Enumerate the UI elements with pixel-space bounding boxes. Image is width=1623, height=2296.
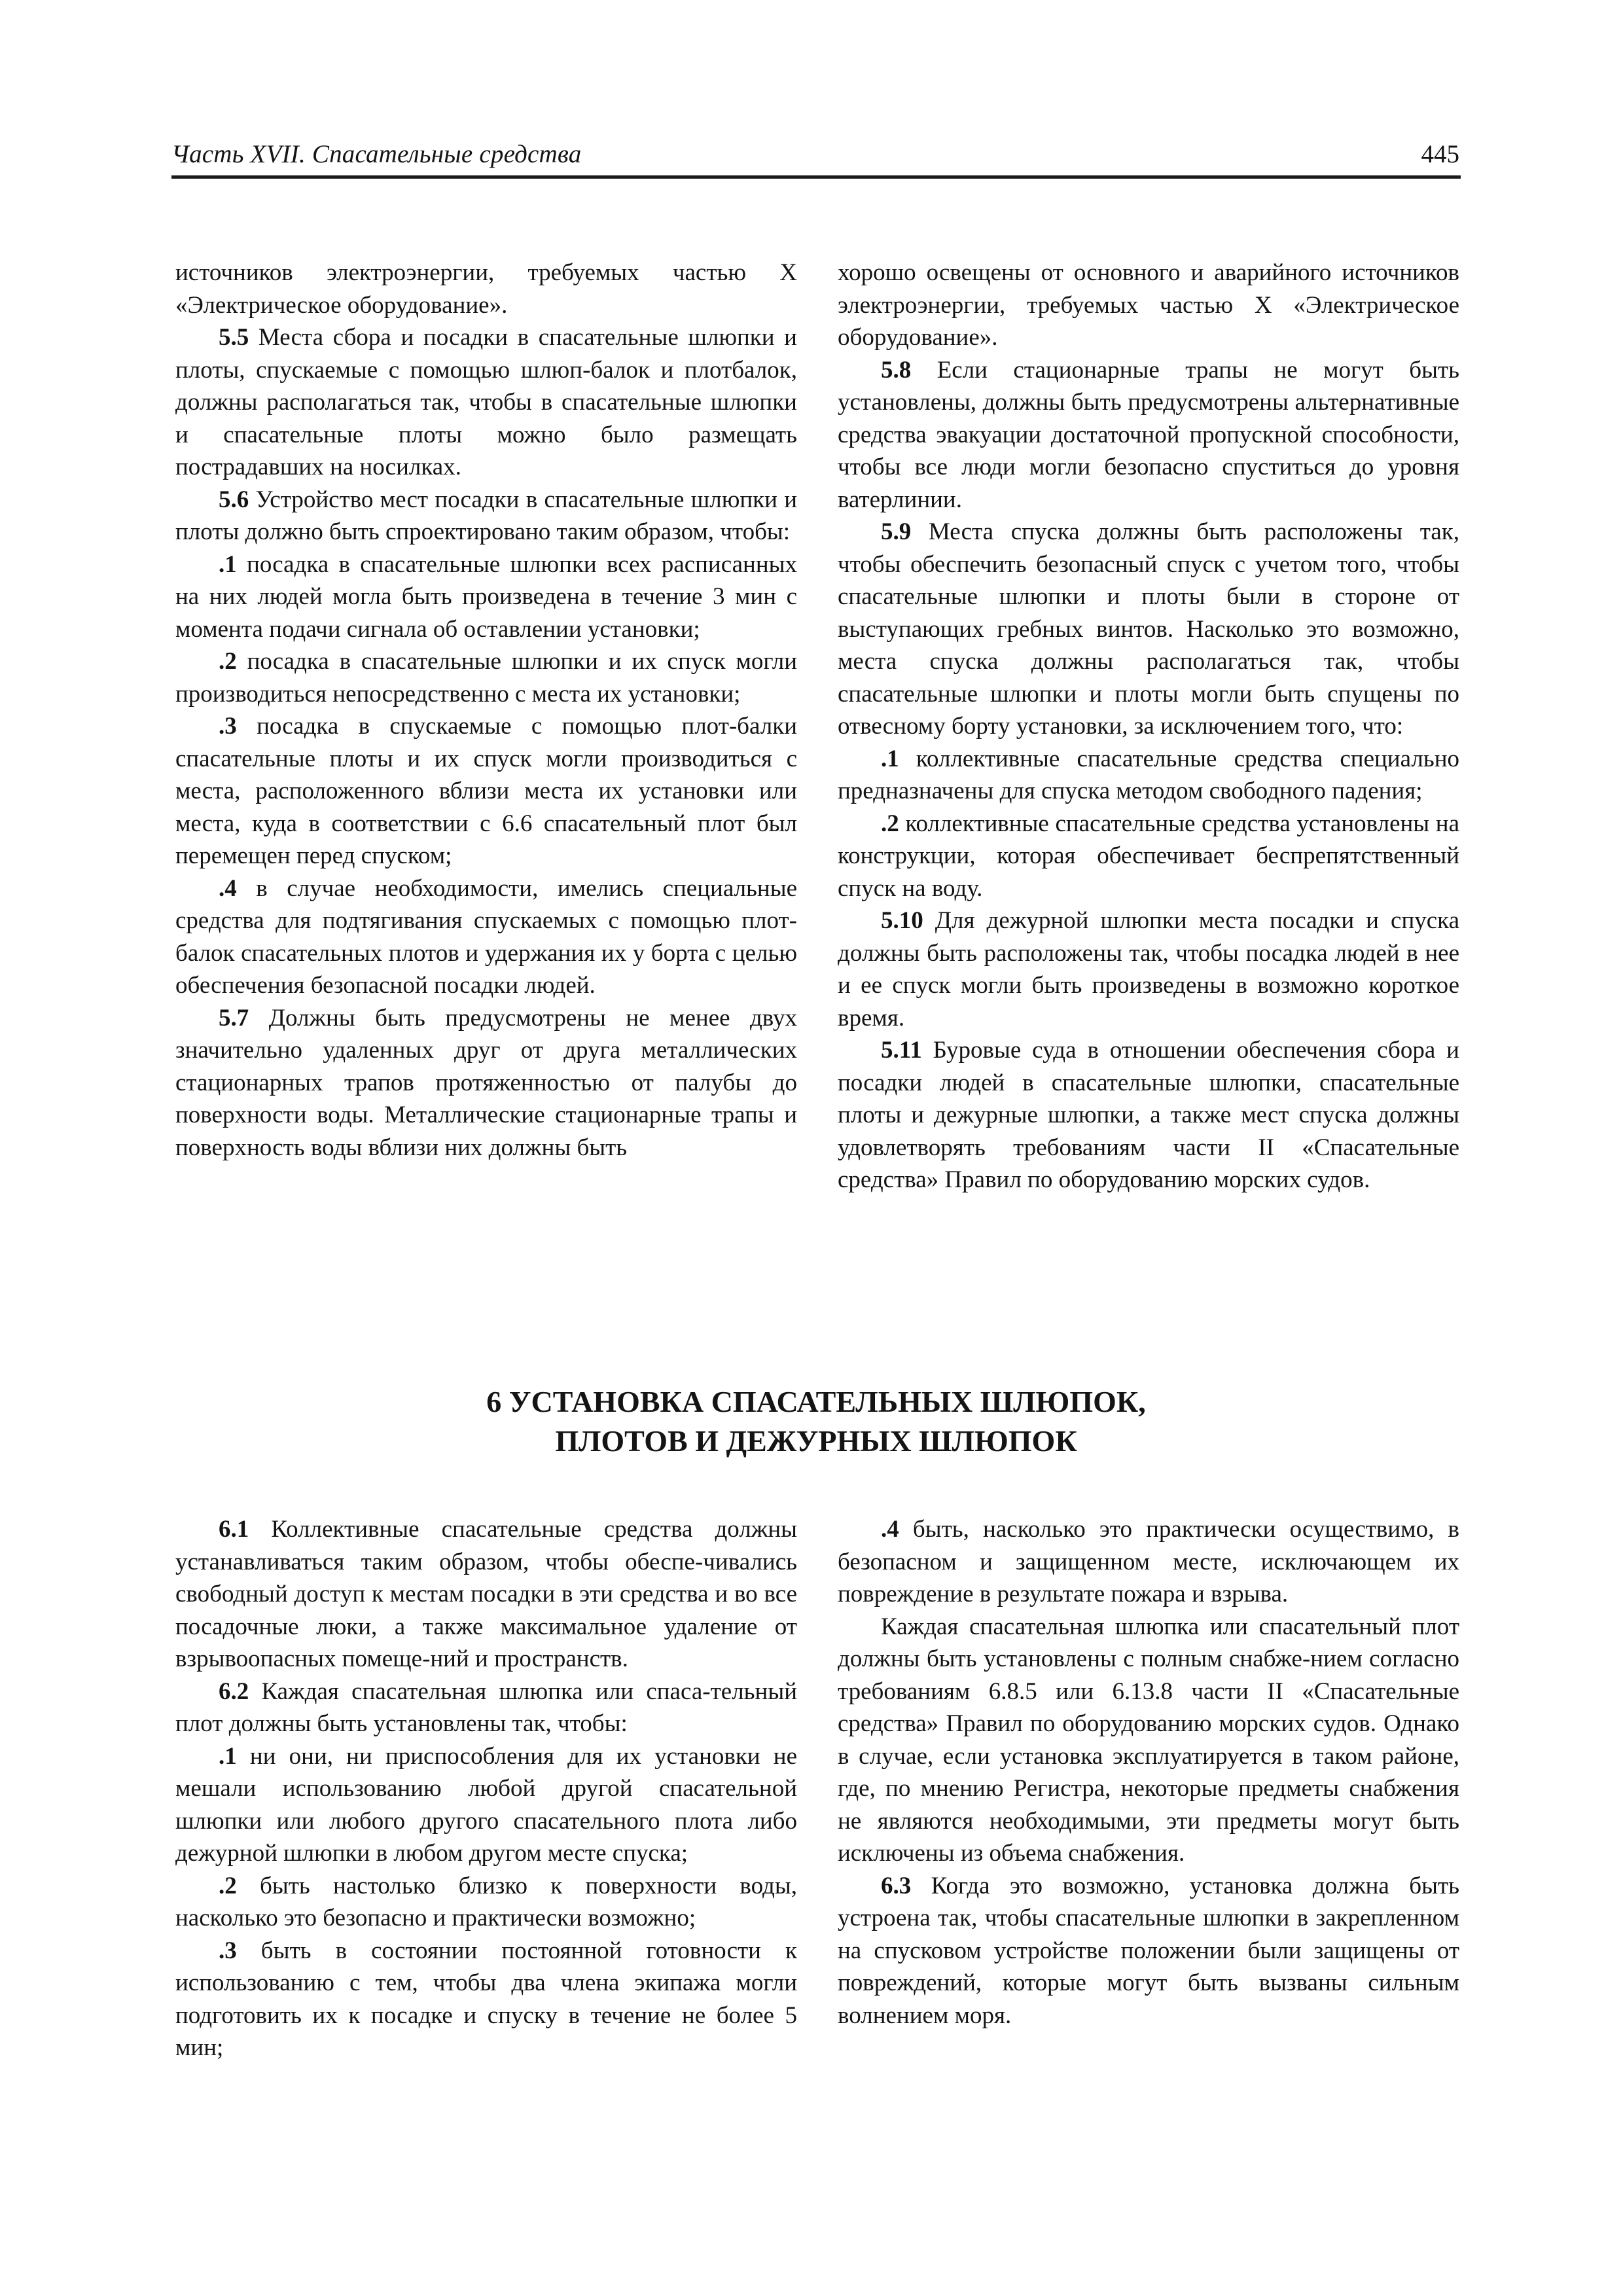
para-text: Места спуска должны быть расположены так, чтобы обеспечить безопасный спуск с учетом того, чтобы спасательные шлюпки и плоты были в стороне от выступающих гребных винтов. Насколько это возможно, места спуска должны располагаться так, чтобы спасательные шлюпки и плоты могли быть спущены по отвесному борту установки, за исключением того, что:: [838, 518, 1459, 740]
para-num: 5.10: [881, 907, 923, 934]
para-num: .2: [219, 1872, 237, 1899]
list-item-3: [175, 710, 797, 872]
section-6-heading: [171, 1382, 1461, 1461]
section6-right-column: [838, 1513, 1459, 2032]
para-text: Когда это возможно, установка должна быть устроена так, чтобы спасательные шлюпки в закрепленном на спусковом устройстве положении были защищены от повреждений, которые могут быть вызваны сильным волнением моря.: [838, 1872, 1459, 2029]
paragraph: [838, 257, 1459, 354]
para-num: 6.1: [219, 1516, 249, 1543]
para-num: .3: [219, 713, 237, 740]
list-item-1: [175, 1740, 797, 1870]
para-num: 6.3: [881, 1872, 912, 1899]
paragraph: [175, 257, 797, 321]
list-item-1: [175, 548, 797, 646]
para-num: .3: [219, 1937, 237, 1964]
para-num: 5.5: [219, 324, 249, 351]
para-text: посадка в спасательные шлюпки всех расписанных на них людей могла быть произведена в течение 3 мин с момента подачи сигнала об оставлении установки;: [175, 550, 797, 643]
heading-line-2: ПЛОТОВ И ДЕЖУРНЫХ ШЛЮПОК: [555, 1424, 1077, 1458]
para-text: Коллективные спасательные средства должны устанавливаться таким образом, чтобы обеспе-чивались свободный доступ к местам посадки в эти средства и во все посадочные люки, а также максимальное удаление от взрывоопасных помеще-ний и пространств.: [175, 1516, 797, 1672]
para-text: Устройство мест посадки в спасательные шлюпки и плоты должно быть спроектировано таким образом, чтобы:: [175, 486, 797, 545]
paragraph-5-9: [838, 516, 1459, 743]
para-num: 5.6: [219, 486, 249, 513]
paragraph-5-6: [175, 484, 797, 548]
list-item-2: [175, 645, 797, 710]
para-text: ни они, ни приспособления для их установки не мешали использованию любой другой спасательной шлюпки или любого другого спасательного плота либо дежурной шлюпки в любом другом месте спуска;: [175, 1742, 797, 1867]
para-text: в случае необходимости, имелись специальные средства для подтягивания спускаемых с помощью плот-балок спасательных плотов и удержания их у борта с целью обеспечения безопасной посадки людей.: [175, 874, 797, 999]
para-text: быть, насколько это практически осуществимо, в безопасном и защищенном месте, исключающем их повреждение в результате пожара и взрыва.: [838, 1516, 1459, 1607]
heading-line-1: 6 УСТАНОВКА СПАСАТЕЛЬНЫХ ШЛЮПОК,: [486, 1385, 1146, 1418]
para-num: .2: [881, 810, 899, 837]
paragraph-6-3: [838, 1870, 1459, 2032]
page-number: 445: [1421, 140, 1459, 168]
paragraph: [838, 1611, 1459, 1870]
para-text: источников электроэнергии, требуемых частью X «Электрическое оборудование».: [175, 259, 797, 319]
para-num: 5.9: [881, 518, 912, 545]
list-item-4: [838, 1513, 1459, 1611]
paragraph-5-11: [838, 1034, 1459, 1196]
para-text: коллективные спасательные средства специально предназначены для спуска методом свободного падения;: [838, 745, 1459, 804]
section5-right-column: [838, 257, 1459, 1196]
para-text: Если стационарные трапы не могут быть установлены, должны быть предусмотрены альтернативные средства эвакуации достаточной пропускной способности, чтобы все люди могли безопасно спуститься до уровня ватерлинии.: [838, 356, 1459, 513]
para-text: Каждая спасательная шлюпка или спаса-тельный плот должны быть установлены так, чтобы:: [175, 1677, 797, 1737]
header-title: Часть XVII. Спасательные средства: [171, 140, 582, 168]
paragraph-6-2: [175, 1676, 797, 1740]
para-num: .4: [219, 874, 237, 902]
paragraph-5-10: [838, 905, 1459, 1034]
para-num: .1: [881, 745, 899, 772]
para-text: коллективные спасательные средства установлены на конструкции, которая обеспечивает беспрепятственный спуск на воду.: [838, 810, 1459, 902]
para-text: посадка в спускаемые с помощью плот-балки спасательные плоты и их спуск могли производиться с места, расположенного вблизи места их установки или места, куда в соответствии с 6.6 спасательный плот был перемещен перед спуском;: [175, 713, 797, 869]
paragraph-5-5: [175, 321, 797, 484]
para-num: 5.8: [881, 356, 912, 384]
para-num: .1: [219, 1742, 237, 1770]
para-num: 5.7: [219, 1004, 249, 1031]
paragraph-6-1: [175, 1513, 797, 1676]
para-text: Для дежурной шлюпки места посадки и спуска должны быть расположены так, чтобы посадка людей в нее и ее спуск могли быть произведены в возможно короткое время.: [838, 907, 1459, 1031]
para-num: .1: [219, 550, 237, 578]
para-text: быть настолько близко к поверхности воды, насколько это безопасно и практически возможно;: [175, 1872, 797, 1931]
para-num: .4: [881, 1516, 899, 1543]
list-item-3: [175, 1935, 797, 2064]
list-item-1: [838, 743, 1459, 808]
para-num: 6.2: [219, 1677, 249, 1705]
para-text: Буровые суда в отношении обеспечения сбора и посадки людей в спасательные шлюпки, спасательные плоты и дежурные шлюпки, а также мест спуска должны удовлетворять требованиям части II «Спасательные средства» Правил по оборудованию морских судов.: [838, 1037, 1459, 1193]
section5-left-column: [175, 257, 797, 1164]
para-text: посадка в спасательные шлюпки и их спуск могли производиться непосредственно с места их установки;: [175, 648, 797, 708]
list-item-4: [175, 872, 797, 1002]
para-text: Каждая спасательная шлюпка или спасательный плот должны быть установлены с полным снабже-нием согласно требованиям 6.8.5 или 6.13.8 части II «Спасательные средства» Правил по оборудованию морских судов. Однако в случае, если установка эксплуатируется в таком районе, где, по мнению Регистра, некоторые предметы снабжения не являются необходимыми, эти предметы могут быть исключены из объема снабжения.: [838, 1613, 1459, 1867]
list-item-2: [175, 1870, 797, 1935]
para-num: 5.11: [881, 1037, 922, 1064]
para-text: быть в состоянии постоянной готовности к использованию с тем, чтобы два члена экипажа могли подготовить их к посадке и спуску в течение не более 5 мин;: [175, 1937, 797, 2061]
para-text: хорошо освещены от основного и аварийного источников электроэнергии, требуемых частью X «Электрическое оборудование».: [838, 259, 1459, 351]
list-item-2: [838, 808, 1459, 905]
paragraph-5-8: [838, 354, 1459, 516]
para-num: .2: [219, 648, 237, 675]
paragraph-5-7: [175, 1002, 797, 1164]
running-header: [171, 139, 1461, 179]
para-text: Места сбора и посадки в спасательные шлюпки и плоты, спускаемые с помощью шлюп-балок и плотбалок, должны располагаться так, чтобы в спасательные шлюпки и спасательные плоты можно было размещать пострадавших на носилках.: [175, 324, 797, 480]
para-text: Должны быть предусмотрены не менее двух значительно удаленных друг от друга металлических стационарных трапов протяженностью от палубы до поверхности воды. Металлические стационарные трапы и поверхность воды вблизи них должны быть: [175, 1004, 797, 1161]
section6-left-column: [175, 1513, 797, 2064]
